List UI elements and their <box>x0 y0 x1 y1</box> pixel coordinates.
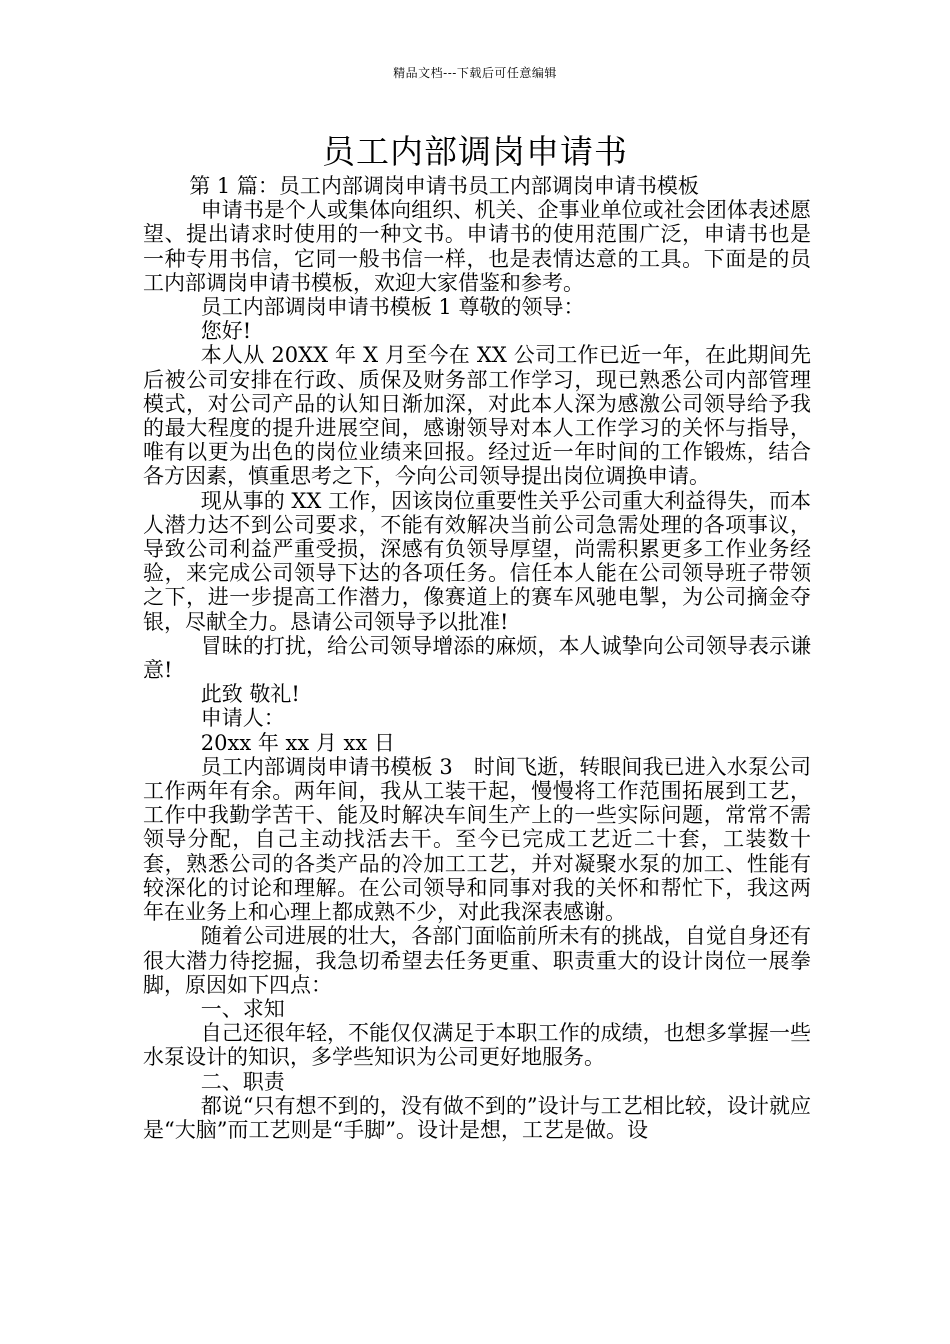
document-body <box>143 174 811 1142</box>
paragraph-template3: 员工内部调岗申请书模板 3 时间飞逝，转眼间我已进入水泵公司工作两年有余。两年间，我从工装干起，慢慢将工作范围拓展到工艺，工作中我勤学苦干、能及时解决车间生产上的一些实际问题，常常不需领导分配，自己主动找活去干。至今已完成工艺近二十套，工装数十套，熟悉公司的各类产品的冷加工工艺，并对凝聚水泵的加工、性能有较深化的讨论和理解。在公司领导和同事对我的关怀和帮忙下，我这两年在业务上和心理上都成熟不少，对此我深表感谢。 <box>143 754 811 925</box>
document-title: 员工内部调岗申请书 <box>322 132 628 171</box>
section-heading-knowledge: 一、求知 <box>200 996 285 1021</box>
paragraph-template1-salutation: 员工内部调岗申请书模板 1 尊敬的领导： <box>200 295 585 320</box>
page-header: 精品文档---下载后可任意编辑 <box>393 66 557 80</box>
paragraph-applicant: 申请人： <box>200 706 285 731</box>
paragraph-intro: 申请书是个人或集体向组织、机关、企事业单位或社会团体表述愿望、提出请求时使用的一种文书。申请书的使用范围广泛，申请书也是一种专用书信，它同一般书信一样，也是表情达意的工具。下面是的员工内部调岗申请书模板，欢迎大家借鉴和参考。 <box>143 198 811 295</box>
paragraph-apology: 冒昧的打扰，给公司领导增添的麻烦，本人诚挚向公司领导表示谦意! <box>143 633 811 683</box>
paragraph-greeting: 您好! <box>200 319 252 344</box>
paragraph-duty: 都说“只有想不到的，没有做不到的”设计与工艺相比较，设计就应是“大脑”而工艺则是“手脚”。设计是想，工艺是做。设 <box>143 1093 811 1142</box>
document-subtitle: 第 1 篇：员工内部调岗申请书员工内部调岗申请书模板 <box>189 174 699 198</box>
paragraph-background: 本人从 20XX 年 X 月至今在 XX 公司工作已近一年，在此期间先后被公司安排在行政、质保及财务部工作学习，现已熟悉公司内部管理模式，对公司产品的认知日渐加深，对此本人深为感激公司领导给予我的最大程度的提升进展空间，感谢领导对本人工作学习的关怀与指导，唯有以更为出色的岗位业绩来回报。经过近一年时间的工作锻炼，结合各方因素，慎重思考之下，今向公司领导提出岗位调换申请。 <box>143 343 811 489</box>
paragraph-knowledge: 自己还很年轻，不能仅仅满足于本职工作的成绩，也想多掌握一些水泵设计的知识，多学些知识为公司更好地服务。 <box>143 1021 811 1070</box>
paragraph-closing: 此致 敬礼! <box>200 682 300 707</box>
paragraph-reason: 现从事的 XX 工作，因该岗位重要性关乎公司重大利益得失，而本人潜力达不到公司要求，不能有效解决当前公司急需处理的各项事议，导致公司利益严重受损，深感有负领导厚望，尚需积累更多工作业务经验，来完成公司领导下达的各项任务。信任本人能在公司领导班子带领之下，进一步提高工作潜力，像赛道上的赛车风驰电掣，为公司摘金夺银，尽献全力。恳请公司领导予以批准! <box>143 488 811 634</box>
section-heading-duty: 二、职责 <box>200 1069 285 1094</box>
paragraph-motivation: 随着公司进展的壮大，各部门面临前所未有的挑战，自觉自身还有很大潜力待挖掘，我急切希望去任务更重、职责重大的设计岗位一展拳脚，原因如下四点： <box>143 924 811 997</box>
paragraph-date: 20xx 年 xx 月 xx 日 <box>200 730 395 755</box>
